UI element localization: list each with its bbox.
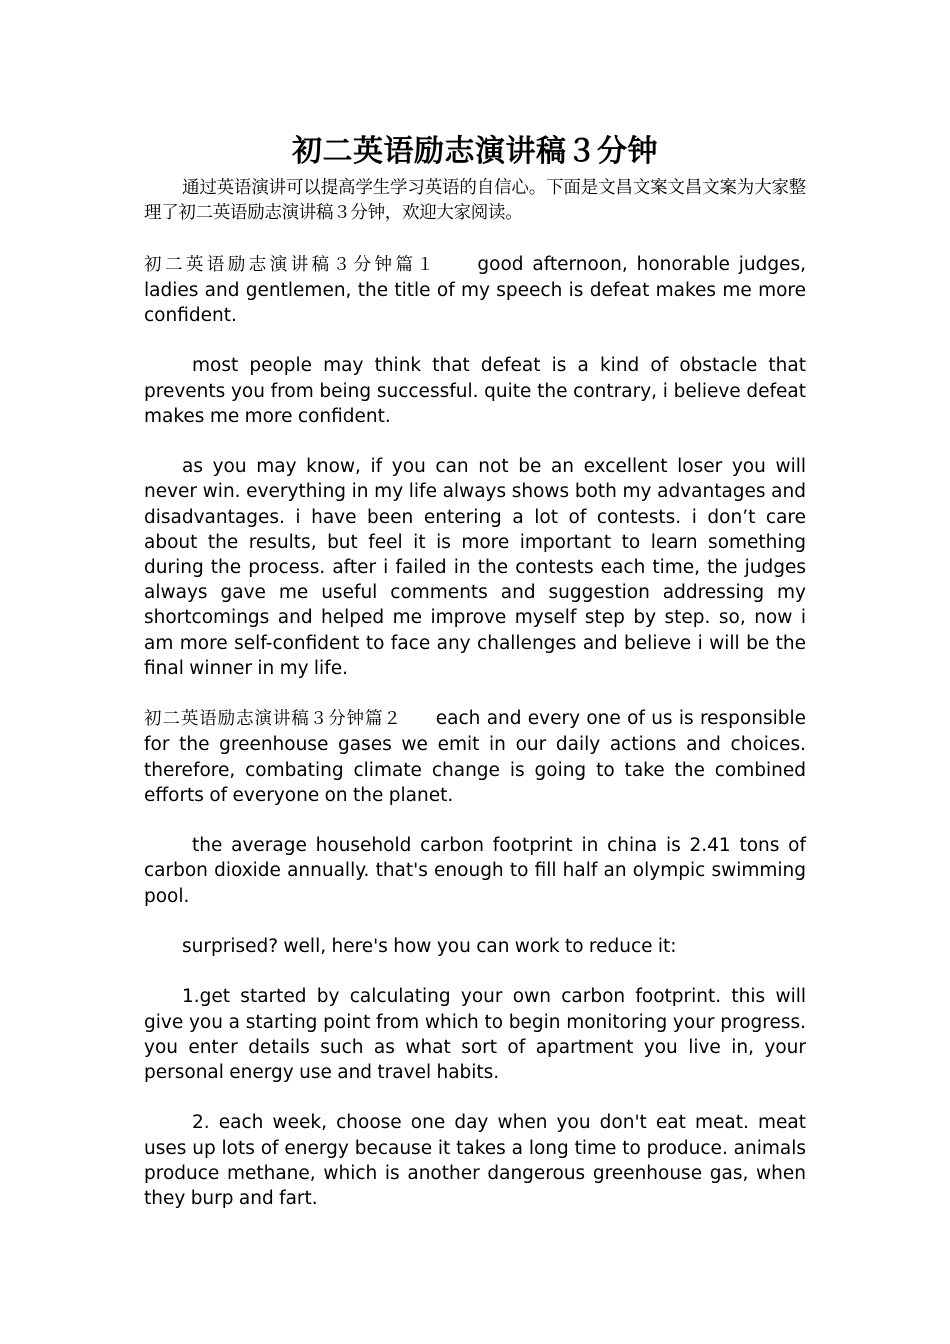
section-2-paragraph-1: the average household carbon footprint in china is 2.41 tons of carbon dioxide annually. that's enough to fill half an olympic swimming pool. [144, 835, 806, 907]
section-2-paragraph-3: 1.get started by calculating your own carbon footprint. this will give you a starting point from which to begin monitoring your progress. you enter details such as what sort of apartment you live in, your personal energy use and travel habits. [144, 986, 806, 1083]
section-2-heading: 初二英语励志演讲稿３分钟篇２ [144, 709, 402, 730]
section-1-paragraph-2: as you may know, if you can not be an excellent loser you will never win. everything in my life always shows both my advantages and disadvantages. i have been entering a lot of contests. i don’t care about the results, but feel it is more important to learn something during the process. after i failed in the contests each time, the judges always gave me useful comments and suggestion addressing my shortcomings and helped me improve myself step by step. so, now i am more self-confident to face any challenges and believe i will be the final winner in my life. [144, 456, 806, 679]
intro-paragraph: 通过英语演讲可以提高学生学习英语的自信心。下面是文昌文案文昌文案为大家整理了初二英语励志演讲稿３分钟，欢迎大家阅读。 [144, 178, 806, 224]
document-page [144, 130, 806, 1236]
document-title: 初二英语励志演讲稿３分钟 [292, 134, 658, 169]
section-2-paragraph-4: 2. each week, choose one day when you don't eat meat. meat uses up lots of energy because it takes a long time to produce. animals produce methane, which is another dangerous greenhouse gas, when they burp and fart. [144, 1112, 806, 1209]
section-1-heading: 初二英语励志演讲稿３分钟篇１ [144, 254, 438, 275]
section-1-paragraph-1: most people may think that defeat is a kind of obstacle that prevents you from being successful. quite the contrary, i believe defeat makes me more confident. [144, 355, 806, 427]
section-1-first-paragraph [144, 252, 806, 329]
section-2-first-text: each and every one of us is responsible for the greenhouse gases we emit in our daily actions and choices. therefore, combating climate change is going to take the combined efforts of everyone on the planet. [144, 708, 806, 806]
section-2-first-paragraph [144, 706, 806, 808]
section-2-paragraph-2: surprised? well, here's how you can work to reduce it: [182, 936, 677, 957]
section-1-first-text: good afternoon, honorable judges, ladies and gentlemen, the title of my speech is defeat makes me more confident. [144, 253, 806, 326]
